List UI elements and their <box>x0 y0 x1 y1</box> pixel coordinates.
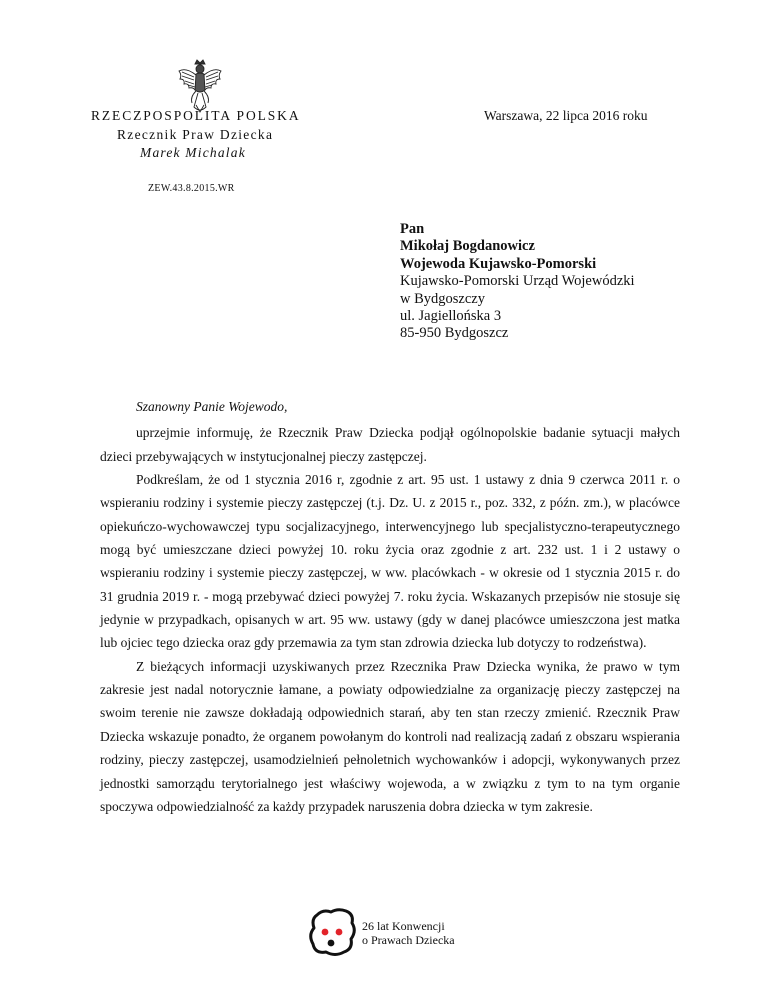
header-office: Rzecznik Praw Dziecka <box>117 127 274 142</box>
letter-paragraph-2: Podkreślam, że od 1 stycznia 2016 r, zgodnie z art. 95 ust. 1 ustawy z dnia 9 czerwca 2011 r. o wspieraniu rodziny i systemie pieczy zastępczej (t.j. Dz. U. z 2015 r., poz. 332, z późn. zm.), w placówce opiekuńczo-wychowawczej typu socjalizacyjnego, interwencyjnego lub specjalistyczno-terapeutycznego mogą być umieszczane dzieci powyżej 10. roku życia oraz zgodnie z art. 232 ust. 1 i 2 ustawy o wspieraniu rodziny i systemie pieczy zastępczej, w ww. placówkach - w okresie od 1 stycznia 2015 r. do 31 grudnia 2019 r. - mogą przebywać dzieci powyżej 7. roku życia. Wskazanych przepisów nie stosuje się jedynie w przypadkach, opisanych w art. 95 ww. ustawy (gdy w danej placówce umieszczona jest matka lub ojciec tego dziecka oraz gdy przemawia za tym stan zdrowia dziecka lub dotyczy to rodzeństwa). <box>100 472 680 651</box>
letter-paragraph-1: uprzejmie informuję, że Rzecznik Praw Dziecka podjął ogólnopolskie badanie sytuacji małych dzieci przebywających w instytucjonalnej pieczy zastępczej. <box>100 425 680 464</box>
footer-text <box>362 919 455 947</box>
footer-line-1: 26 lat Konwencji <box>362 919 445 933</box>
date-line: Warszawa, 22 lipca 2016 roku <box>484 108 648 123</box>
recipient-salutation: Pan <box>400 221 425 237</box>
letter-body <box>100 395 680 818</box>
convention-face-logo-icon <box>308 906 358 958</box>
recipient-street: ul. Jagiellońska 3 <box>400 308 502 325</box>
reference-number: ZEW.43.8.2015.WR <box>148 183 235 194</box>
recipient-name: Mikołaj Bogdanowicz <box>400 238 535 255</box>
polish-eagle-emblem-icon <box>176 57 224 115</box>
recipient-institution: Kujawsko-Pomorski Urząd Wojewódzki <box>400 273 635 290</box>
recipient-postal: 85-950 Bydgoszcz <box>400 325 509 342</box>
recipient-title: Wojewoda Kujawsko-Pomorski <box>400 255 597 272</box>
header-name: Marek Michalak <box>140 145 246 160</box>
letter-greeting: Szanowny Panie Wojewodo, <box>136 399 288 414</box>
header-org: RZECZPOSPOLITA POLSKA <box>91 108 301 123</box>
letter-paragraph-3: Z bieżących informacji uzyskiwanych przez Rzecznika Praw Dziecka wynika, że prawo w tym zakresie jest nadal notorycznie łamane, a powiaty odpowiedzialne za organizację pieczy zastępczej na swoim terenie nie zawsze dokładają odpowiednich starań, aby ten stan rzeczy zmienić. Rzecznik Praw Dziecka wskazuje ponadto, że organem powołanym do kontroli nad realizacją zadań z obszaru wspierania rodziny, pieczy zastępczej, usamodzielnień pełnoletnich wychowanków i adopcji, wykonywanych przez jednostki samorządu terytorialnego jest właściwy wojewoda, a w związku z tym to na tym organie spoczywa odpowiedzialność za każdy przypadek naruszenia dobra dziecka w tym zakresie. <box>100 658 680 814</box>
recipient-city: w Bydgoszczy <box>400 290 485 307</box>
recipient-block <box>400 221 635 343</box>
footer-line-2: o Prawach Dziecka <box>362 933 455 947</box>
